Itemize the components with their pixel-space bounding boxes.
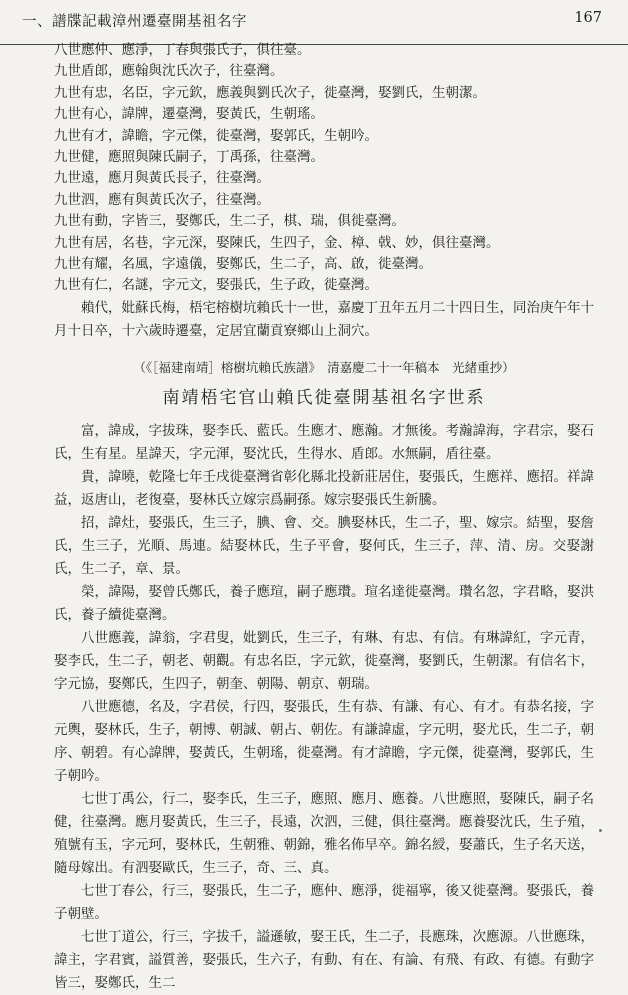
running-header — [0, 10, 628, 36]
list-line: 九世盾郎，應翰與沈氏次子，往臺灣。 — [54, 63, 284, 80]
body-paragraph: 貴，諱曉，乾隆七年壬戌徙臺灣省彰化縣北投新莊居住，娶張氏，生應祥、應招。祥諱益，返唐山，老復臺，娶林氏立嫁宗爲嗣孫。嫁宗娶張氏生新騰。 — [54, 468, 594, 508]
scan-speck — [599, 829, 602, 832]
section-title: 南靖梧宅官山賴氏徙臺開基祖名字世系 — [162, 387, 486, 408]
list-line: 九世有仁，名謎，字元文，娶張氏，生子政，徙臺灣。 — [54, 277, 378, 294]
list-line: 八世應仲、應淨，丁春與張氏子，俱往臺。 — [54, 42, 311, 58]
list-line: 九世泗，應有與黃氏次子，往臺灣。 — [54, 191, 270, 208]
page-number: 167 — [574, 10, 602, 26]
list-line: 九世有居，名巷，字元深，娶陳氏，生四子，金、樟、戟、妙，俱往臺灣。 — [54, 234, 500, 251]
body-paragraph: 富，諱成，字拔珠，娶李氏、藍氏。生應才、應瀚。才無後。考瀚諱海，字君宗，娶石氏，生有星。星諱天，字元渾，娶沈氏，生得水、盾郎。水無嗣，盾往臺。 — [54, 422, 594, 462]
page-content — [54, 40, 594, 995]
list-line: 九世有耀，名風，字遠儀，娶鄭氏，生二子，高、啟，徙臺灣。 — [54, 256, 432, 273]
body-paragraph: 榮，諱陽，娶曾氏鄭氏，養子應瑄，嗣子應瓚。瑄名達徙臺灣。瓚名忽，字君略，娶洪氏，養子續徙臺灣。 — [54, 583, 594, 623]
list-line: 九世有才，諱瞻，字元傑，徙臺灣，娶郭氏，生朝吟。 — [54, 127, 378, 144]
body-paragraph: 八世應義，諱翁，字君叟，妣劉氏，生三子，有琳、有忠、有信。有琳諱紅，字元青，娶李氏，生二子，朝老、朝觀。有忠名臣，字元欽，徙臺灣，娶劉氏，生朝潔。有信名卞，字元協，娶鄭氏，生四子，朝奎、朝陽、朝京、朝瑞。 — [54, 629, 594, 692]
list-line: 九世遠，應月與黃氏長子，往臺灣。 — [54, 170, 270, 187]
generation-list — [54, 40, 594, 297]
source-citation: （《［福建南靖］榕樹坑賴氏族譜》 清嘉慶二十一年稿本 光緒重抄） — [133, 359, 515, 375]
body-paragraph: 七世丁春公，行三，娶張氏，生二子，應仲、應淨，徙福寧，後又徙臺灣。娶張氏，養子朝壁。 — [54, 882, 594, 922]
list-line: 九世健，應照與陳氏嗣子，丁禹孫，往臺灣。 — [54, 149, 324, 166]
list-line: 九世有忠，名臣，字元欽，應義與劉氏次子，徙臺灣，娶劉氏，生朝潔。 — [54, 84, 486, 101]
body-paragraph: 八世應德，名及，字君侯，行四，娶張氏，生有恭、有謙、有心、有才。有恭名接，字元輿，娶林氏，生子，朝博、朝誠、朝占、朝佐。有謙諱虛，字元明，娶尤氏，生二子，朝序、朝碧。有心諱牌，娶黃氏，生朝瑤，徙臺灣。有才諱瞻，字元傑，徙臺灣，娶郭氏，生子朝吟。 — [54, 698, 594, 784]
body-paragraph: 招，諱灶，娶張氏，生三子，腆、會、交。腆娶林氏，生二子，聖、嫁宗。結聖，娶詹氏，生三子，光順、馬連。結娶林氏，生子平會，娶何氏，生三子，萍、清、房。交娶謝氏，生二子，章、景。 — [54, 514, 594, 577]
list-line: 九世有動，字皆三，娶鄭氏，生二子，棋、瑞，俱徙臺灣。 — [54, 213, 405, 230]
lai-paragraph: 賴代，妣蘇氏梅，梧宅榕樹坑賴氏十一世，嘉慶丁丑年五月二十四日生，同治庚午年十月十日卒，十六歲時遷臺，定居宜蘭貢寮鄉山上洞穴。 — [54, 299, 594, 339]
body-paragraph: 七世丁禹公，行二，娶李氏，生三子，應照、應月、應養。八世應照，娶陳氏，嗣子名健，往臺灣。應月娶黃氏，生三子，長遠，次泗，三健，俱往臺灣。應養娶沈氏，生子殖，殖號有玉，字元珂，娶林氏，生朝雅、朝錦，雅名佈早卒。錦名綬，娶蕭氏，生子名天送，隨母嫁出。有泗娶歐氏，生三子，奇、三、真。 — [54, 790, 594, 876]
chapter-title: 一、譜牒記載漳州遷臺開基祖名字 — [22, 14, 247, 30]
body-paragraph: 七世丁道公，行三，字拔千，謚遜敏，娶王氏，生二子，長應珠，次應源。八世應珠，諱主，字君賓，謚質善，娶張氏，生六子，有動、有在、有論、有飛、有政、有德。有動字皆三，娶鄭氏，生二 — [54, 928, 594, 991]
list-line: 九世有心，諱牌，遷臺灣，娶黃氏，生朝瑤。 — [54, 106, 324, 123]
